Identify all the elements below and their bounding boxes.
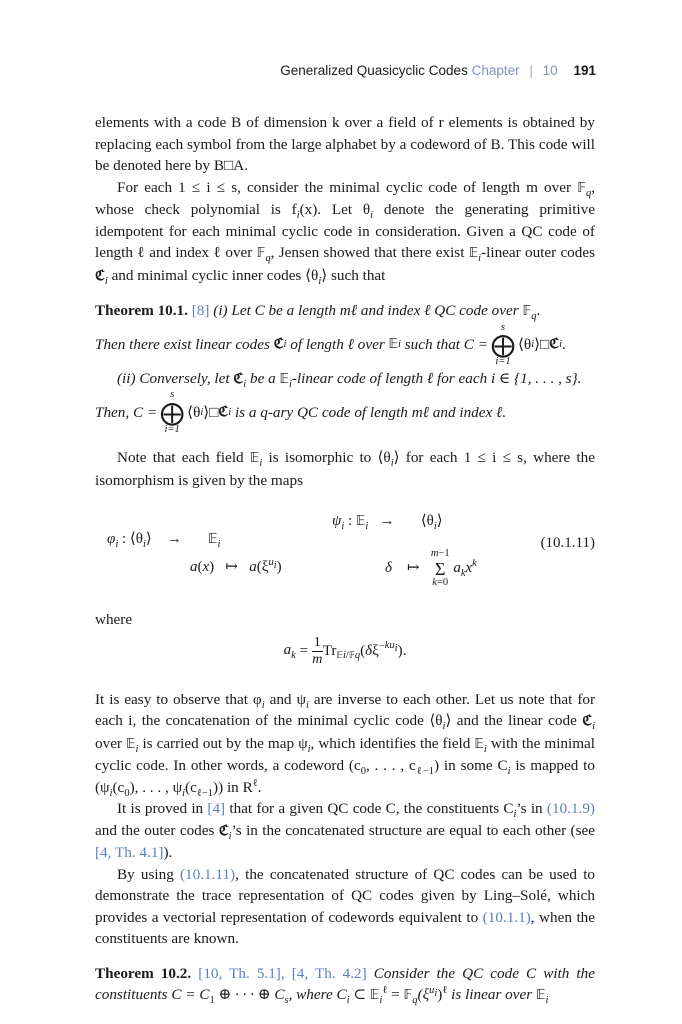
phi-map-line-2: a(x) ↦ $a(\xi^{u_i})$ [190, 557, 282, 575]
theorem-10-1-sum-2: Then, C = s ⨁ i=1 ⟨θ i ⟩□ ℭ i is a q-ary QC code of length mℓ and index ℓ. [95, 389, 507, 435]
paragraph-3: Note that each field 𝔼$_i$ is isomorphic to $⟨\theta_i⟩$ for each 1 ≤ i ≤ s, where the isomorphism is given by the maps [95, 449, 595, 489]
equation-ref-link[interactable]: (10.1.1) [482, 908, 531, 926]
phi-map-line-1: $\varphi_i$ : $⟨\theta_i⟩$ → 𝔼$_i$ [107, 531, 221, 550]
paragraph-1: elements with a code B of dimension k over a field of r elements is obtained by replacing each symbol from the large alphabet by a codeword of B. This code will be denoted here by B□A. [95, 114, 595, 174]
citation-link[interactable]: [8] [191, 302, 210, 319]
theorem-10-1-part-i: Theorem 10.1. [8] (i) Let C be a length mℓ and index ℓ QC code over 𝔽$_q$. [95, 302, 541, 323]
formula-a-k: $a_k$ = $\frac{1}{m}$ $Tr_{𝔼i/𝔽q}(\delta\xi^{-ku_i})$. [283, 634, 407, 667]
theorem-10-1-sum-1: Then there exist linear codes ℭ i of length ℓ over 𝔼 i such that C = s ⨁ i=1 ⟨θ i ⟩□ ℭ i . [95, 321, 566, 367]
citation-link[interactable]: [4] [207, 800, 226, 817]
header-separator: | [529, 63, 533, 78]
theorem-10-1 [95, 300, 595, 435]
citation-link[interactable]: [4, Th. 4.1] [95, 844, 164, 861]
paragraph-6: By using (10.1.11), the concatenated structure of QC codes can be used to demonstrate the trace representation of QC codes given by Ling–Solé, which provides a vectorial representation of codewords equivalent to (10.1.1), when the constituents are known. [95, 865, 596, 947]
equation-ref-link[interactable]: (10.1.9) [546, 800, 595, 817]
paragraph-5: It is proved in [4] that for a given QC code C, the constituents $C_i’s$ in (10.1.9) and the outer codes ℭ$_i$’s in the concatenated structure are equal to each other (see [4, Th. 4.1]). [95, 800, 595, 861]
psi-map-line-2: δ ↦ m−1 Σ k=0 $a_kx^k$ [385, 548, 477, 588]
theorem-10-2: Theorem 10.2. [10, Th. 5.1], [4, Th. 4.2] Consider the QC code C with the constituents $C = C_1$ ⊕ · · · ⊕ $C_s$, where $C_i$ ⊂ 𝔼$_i^\ell$ = $𝔽_q(\xi^{u_i})^\ell$ is linear over 𝔼$_i$ [95, 964, 595, 1007]
theorem-10-1-part-ii: (ii) Conversely, let ℭ$_i$ be a 𝔼$_i$-linear code of length ℓ for each i ∈ {1, . . . , s}. [117, 369, 582, 390]
psi-map-line-1: $\psi_i$ : 𝔼$_i$ → $⟨\theta_i⟩$ [332, 513, 443, 532]
equation-number: (10.1.11) [540, 535, 595, 551]
equation-10-1-11 [95, 505, 595, 605]
equation-ref-link[interactable]: (10.1.11) [180, 865, 236, 883]
direct-sum-symbol: s ⨁ i=1 [491, 321, 515, 367]
chapter-label: Chapter [471, 63, 520, 78]
paragraph-4: It is easy to observe that $\varphi_i$ and $\psi_i$ are inverse to each other. Let us note that for each i, the concatenation of the minimal cyclic code $⟨\theta_i⟩$ and the linear code ℭ$_i$ over 𝔼$_i$ is carried out by the map $\psi_i$, which identifies the field 𝔼$_i$ with the minimal cyclic code. In other words, a codeword ($c_0$, . . . , $c_{\ell-1}$) in some $C_i$ is mapped to ($\psi_i(c_0)$, . . . , $\psi_i(c_{\ell-1})$) in $R^\ell$. [95, 690, 596, 799]
page-body [95, 112, 595, 1007]
direct-sum-symbol: s ⨁ i=1 [160, 389, 185, 435]
citation-link[interactable]: [10, Th. 5.1], [4, Th. 4.2] [198, 964, 367, 982]
paragraph-2: For each 1 ≤ i ≤ s, consider the minimal cyclic code of length m over 𝔽$_q$, whose check polynomial is $f_i(x)$. Let $\theta_i$ denote the generating primitive idempotent for each minimal cyclic code in consideration. Given a QC code of length ℓ and index ℓ over 𝔽$_q$, Jensen showed that there exist 𝔼$_i$-linear outer codes ℭ$_i$ and minimal cyclic inner codes $⟨\theta_i⟩$ such that [95, 178, 596, 287]
chapter-number: 10 [542, 63, 558, 78]
page-number: 191 [573, 63, 596, 78]
where-label: where [95, 611, 133, 628]
running-header [280, 63, 596, 78]
running-title: Generalized Quasicyclic Codes [280, 63, 468, 78]
